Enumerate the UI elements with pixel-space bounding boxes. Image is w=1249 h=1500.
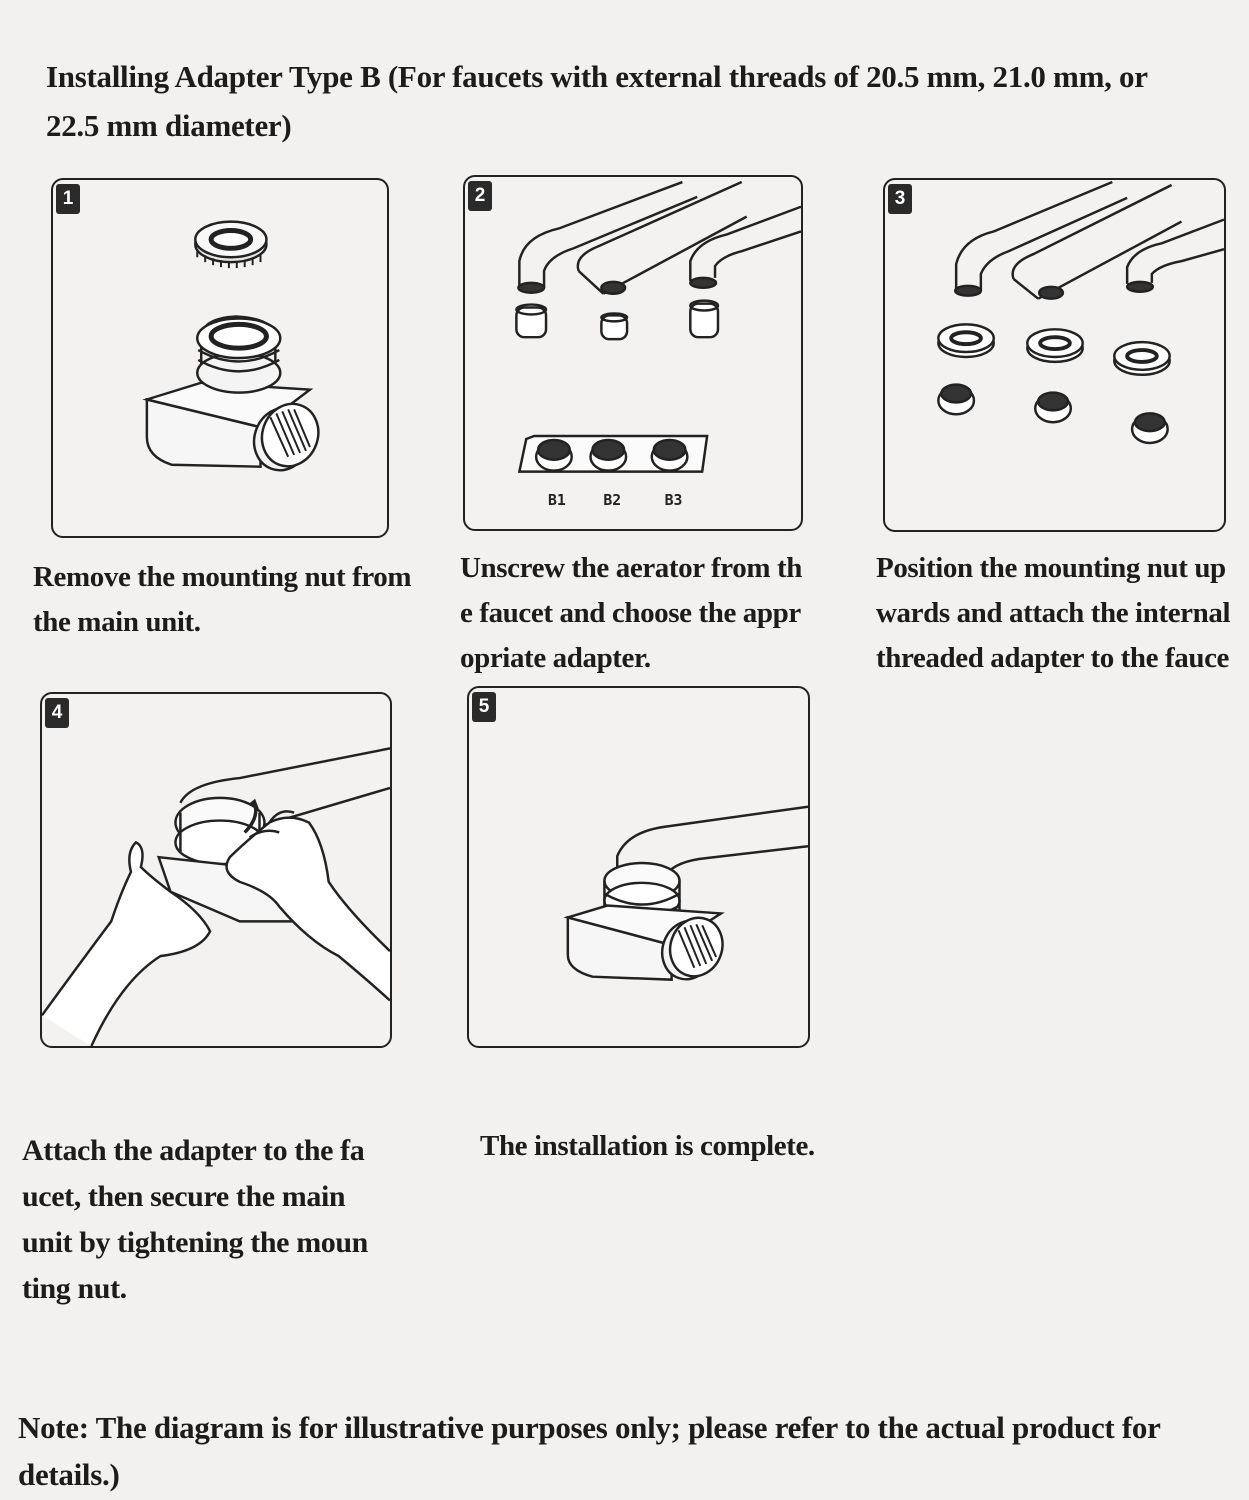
step-2-illustration bbox=[463, 175, 803, 531]
adapter-label-b3: B3 bbox=[664, 492, 683, 510]
step-2-caption: Unscrew the aerator from th e faucet and choose the appr opriate adapter. bbox=[460, 552, 802, 674]
adapter-label-b1: B1 bbox=[548, 492, 566, 510]
main-unit-and-nut-drawing bbox=[53, 180, 387, 536]
step-5-illustration bbox=[467, 686, 810, 1048]
faucets-and-adapters-drawing bbox=[465, 177, 801, 529]
adapter-label-b2: B2 bbox=[603, 492, 622, 510]
step-4-caption: Attach the adapter to the fa ucet, then secure the main unit by tightening the moun ting nut. bbox=[22, 1134, 368, 1305]
step-3-illustration bbox=[883, 178, 1226, 532]
step-1-number-badge: 1 bbox=[56, 184, 80, 214]
step-3-number-badge: 3 bbox=[888, 184, 912, 214]
step-1-illustration bbox=[51, 178, 389, 538]
step-4-number-badge: 4 bbox=[45, 698, 69, 728]
step-2-number-badge: 2 bbox=[468, 181, 492, 211]
step-1-caption: Remove the mounting nut from the main unit. bbox=[33, 561, 412, 638]
installed-filter-drawing bbox=[469, 688, 808, 1046]
step-3-caption: Position the mounting nut up wards and attach the internal threaded adapter to the fauce bbox=[876, 552, 1231, 674]
step-4-illustration bbox=[40, 692, 392, 1048]
disclaimer-note: Note: The diagram is for illustrative purposes only; please refer to the actual product for details.) bbox=[18, 1410, 1160, 1492]
page-title: Installing Adapter Type B (For faucets with external threads of 20.5 mm, 21.0 mm, or 22.5 mm diameter) bbox=[46, 59, 1148, 143]
step-5-caption: The installation is complete. bbox=[480, 1130, 815, 1162]
step-5-number-badge: 5 bbox=[472, 692, 496, 722]
hands-tightening-nut-drawing bbox=[42, 694, 390, 1046]
nut-and-adapter-alignment-drawing bbox=[885, 180, 1224, 530]
